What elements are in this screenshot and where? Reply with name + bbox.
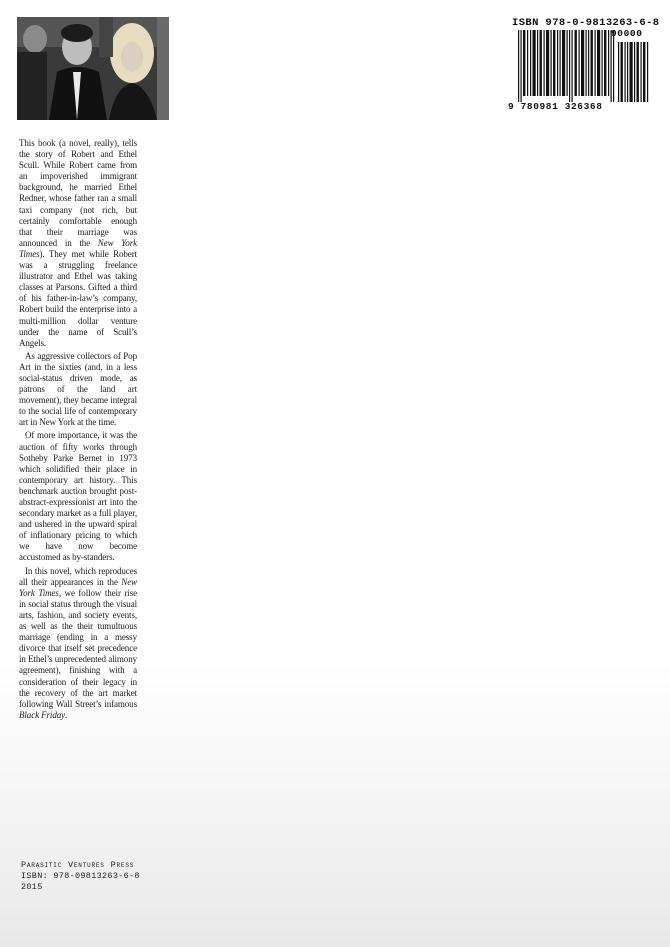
publisher-name: Parasitic Ventures Press (21, 860, 135, 870)
publisher-imprint (21, 860, 140, 893)
isbn-barcode (508, 17, 660, 117)
photograph-of-couple-icon (17, 17, 169, 120)
barcode-bars (508, 30, 650, 102)
cover-photo (17, 17, 169, 120)
description-paragraph-2: As aggressive collectors of Pop Art in the sixties (and, in a less social-status driven mode, as patrons of the land art movement), they became integral to the social life of contemporary art in New York at the time. (19, 350, 137, 428)
publication-year: 2015 (21, 882, 43, 892)
barcode-ean-digits: 9 780981 326368 (508, 101, 603, 112)
book-description (19, 138, 137, 723)
description-paragraph-1: This book (a novel, really), tells the story of Robert and Ethel Scull. While Robert came from an impoverished immigrant background, he married Ethel Redner, whose father ran a small taxi company (not rich, but certainly comfortable enough that their marriage was announced in the New York Times). They met while Robert was a struggling freelance illustrator and Ethel was taking classes at Parsons. Gifted a third of his father-in-law’s company, Robert build the enterprise into a multi-million dollar venture under the name of Scull’s Angels. (19, 138, 137, 348)
description-paragraph-3: Of more importance, it was the auction of fifty works through Sotheby Parke Bernet in 1973 which solidified their place in contemporary art history. This benchmark auction brought post-abstract-expressionist art into the secondary market as a full player, and ushered in the upward spiral of inflationary pricing to which we have now become accustomed as by-standers. (19, 430, 137, 563)
barcode-isbn-label: ISBN 978-0-9813263-6-8 (512, 17, 660, 29)
imprint-isbn: ISBN: 978-09813263-6-8 (21, 871, 140, 881)
barcode-addon-digits: 90000 (611, 28, 643, 39)
description-paragraph-4: In this novel, which reproduces all their appearances in the New York Times, we follow their rise in social status through the visual arts, fashion, and society events, as well as the their tumultuous marriage (ending in a messy divorce that itself set precedence in Ethel’s unprecedented alimony agreement), finishing with a consideration of their legacy in the recovery of the art market following Wall Street’s infamous Black Friday. (19, 565, 137, 720)
